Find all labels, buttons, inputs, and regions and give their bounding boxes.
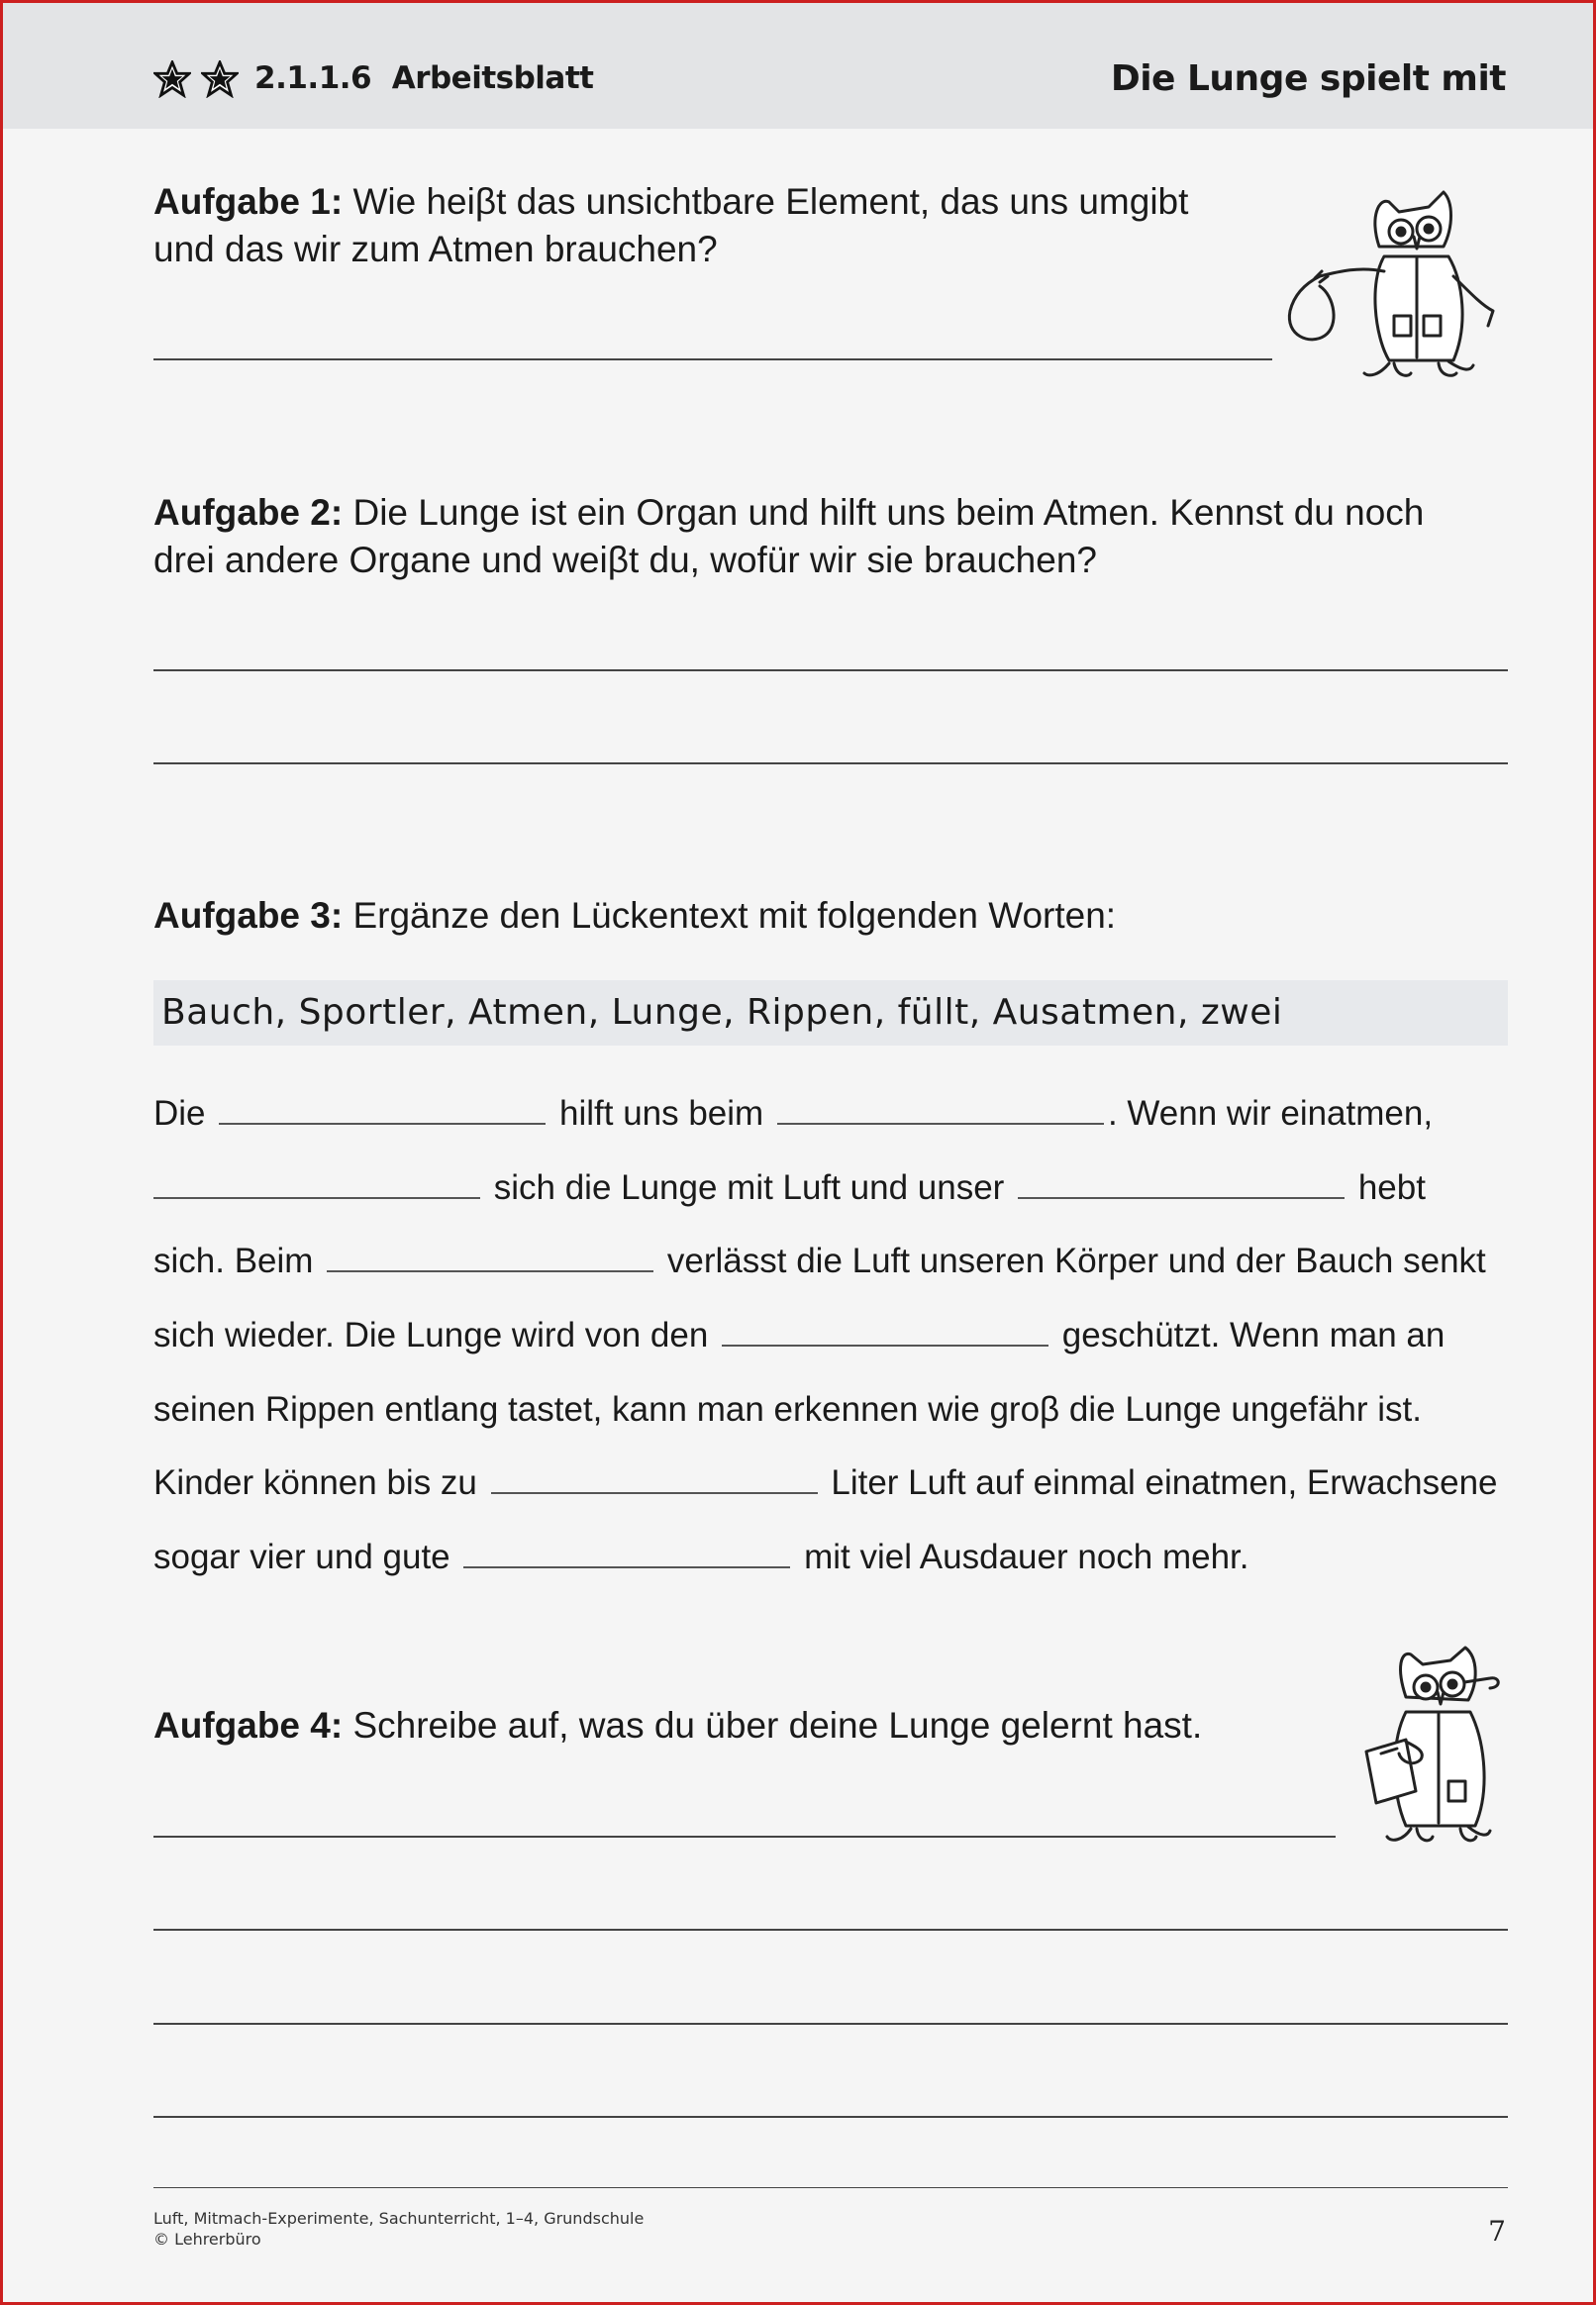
cloze-text-segment: hilft uns beim [559,1094,764,1133]
task-2-text-line2: drei andere Organe und weiβt du, wofür wir sie brauchen? [153,540,1097,580]
task-4-label: Aufgabe 4: [153,1705,344,1746]
task-2-label: Aufgabe 2: [153,492,344,533]
star-icon [153,60,191,98]
cloze-gap[interactable] [777,1123,1104,1125]
cloze-text-segment: geschützt. Wenn man an [1061,1316,1446,1355]
footer-copyright: © Lehrerbüro [153,2230,261,2249]
cloze-text-segment: sogar vier und gute [153,1538,450,1577]
owl-with-clipboard-icon [1351,1643,1510,1855]
cloze-gap[interactable] [327,1270,653,1272]
footer-divider [153,2187,1508,2188]
difficulty-stars [153,60,245,103]
page-header [3,3,1593,129]
task-4-text: Schreibe auf, was du über deine Lunge gelernt hast. [352,1705,1203,1746]
cloze-gap[interactable] [491,1492,818,1494]
section-heading [254,60,593,96]
cloze-text-segment: . Wenn wir einatmen, [1107,1094,1434,1133]
footer-source [153,2208,644,2250]
footer-line: Luft, Mitmach-Experimente, Sachunterricht, 1–4, Grundschule [153,2209,645,2228]
word-bank-text: Bauch, Sportler, Atmen, Lunge, Rippen, füllt, Ausatmen, zwei [161,992,1283,1033]
cloze-line [153,1160,1520,1235]
cloze-text-segment: verlässt die Luft unseren Körper und der Bauch senkt [666,1242,1486,1281]
task-2 [153,489,1520,584]
answer-line[interactable] [153,1836,1336,1838]
task-3-label: Aufgabe 3: [153,895,344,936]
answer-line[interactable] [153,1929,1508,1931]
cloze-text-segment: hebt [1357,1167,1426,1207]
task-1-text-line2: und das wir zum Atmen brauchen? [153,229,718,269]
owl-with-bag-icon [1280,187,1508,385]
answer-line[interactable] [153,2023,1508,2025]
cloze-text-segment: mit viel Ausdauer noch mehr. [804,1538,1249,1577]
star-icon [201,60,239,98]
cloze-gap[interactable] [1018,1197,1345,1199]
page-number: 7 [1488,2215,1506,2248]
cloze-text-segment: sich. Beim [153,1242,314,1281]
cloze-text-segment: sich die Lunge mit Luft und unser [493,1167,1005,1207]
section-number: 2.1.1.6 [254,60,372,96]
cloze-text-segment: seinen Rippen entlang tastet, kann man erkennen wie groβ die Lunge ungefähr ist. [153,1389,1422,1429]
task-4 [153,1702,1441,1750]
task-1-text-line1: Wie heiβt das unsichtbare Element, das uns umgibt [352,181,1189,222]
cloze-line [153,1234,1520,1308]
cloze-line [153,1530,1520,1604]
cloze-gap[interactable] [153,1197,480,1199]
task-3 [153,892,1520,940]
cloze-line [153,1382,1520,1456]
answer-line[interactable] [153,358,1272,360]
cloze-line [153,1086,1520,1160]
task-1-label: Aufgabe 1: [153,181,344,222]
cloze-line [153,1455,1520,1530]
section-type: Arbeitsblatt [391,60,594,96]
cloze-text-segment: sich wieder. Die Lunge wird von den [153,1316,709,1355]
cloze-text [153,1086,1520,1604]
task-3-text: Ergänze den Lückentext mit folgenden Worten: [352,895,1117,936]
cloze-line [153,1308,1520,1382]
task-1 [153,178,1243,273]
page-title: Die Lunge spielt mit [1110,58,1506,99]
word-bank [153,980,1508,1046]
answer-line[interactable] [153,762,1508,764]
cloze-gap[interactable] [463,1566,790,1568]
cloze-gap[interactable] [722,1345,1048,1347]
answer-line[interactable] [153,2116,1508,2118]
cloze-text-segment: Liter Luft auf einmal einatmen, Erwachsene [831,1463,1498,1503]
answer-line[interactable] [153,669,1508,671]
cloze-text-segment: Die [153,1094,206,1133]
task-2-text-line1: Die Lunge ist ein Organ und hilft uns beim Atmen. Kennst du noch [352,492,1425,533]
cloze-gap[interactable] [219,1123,546,1125]
cloze-text-segment: Kinder können bis zu [153,1463,477,1503]
